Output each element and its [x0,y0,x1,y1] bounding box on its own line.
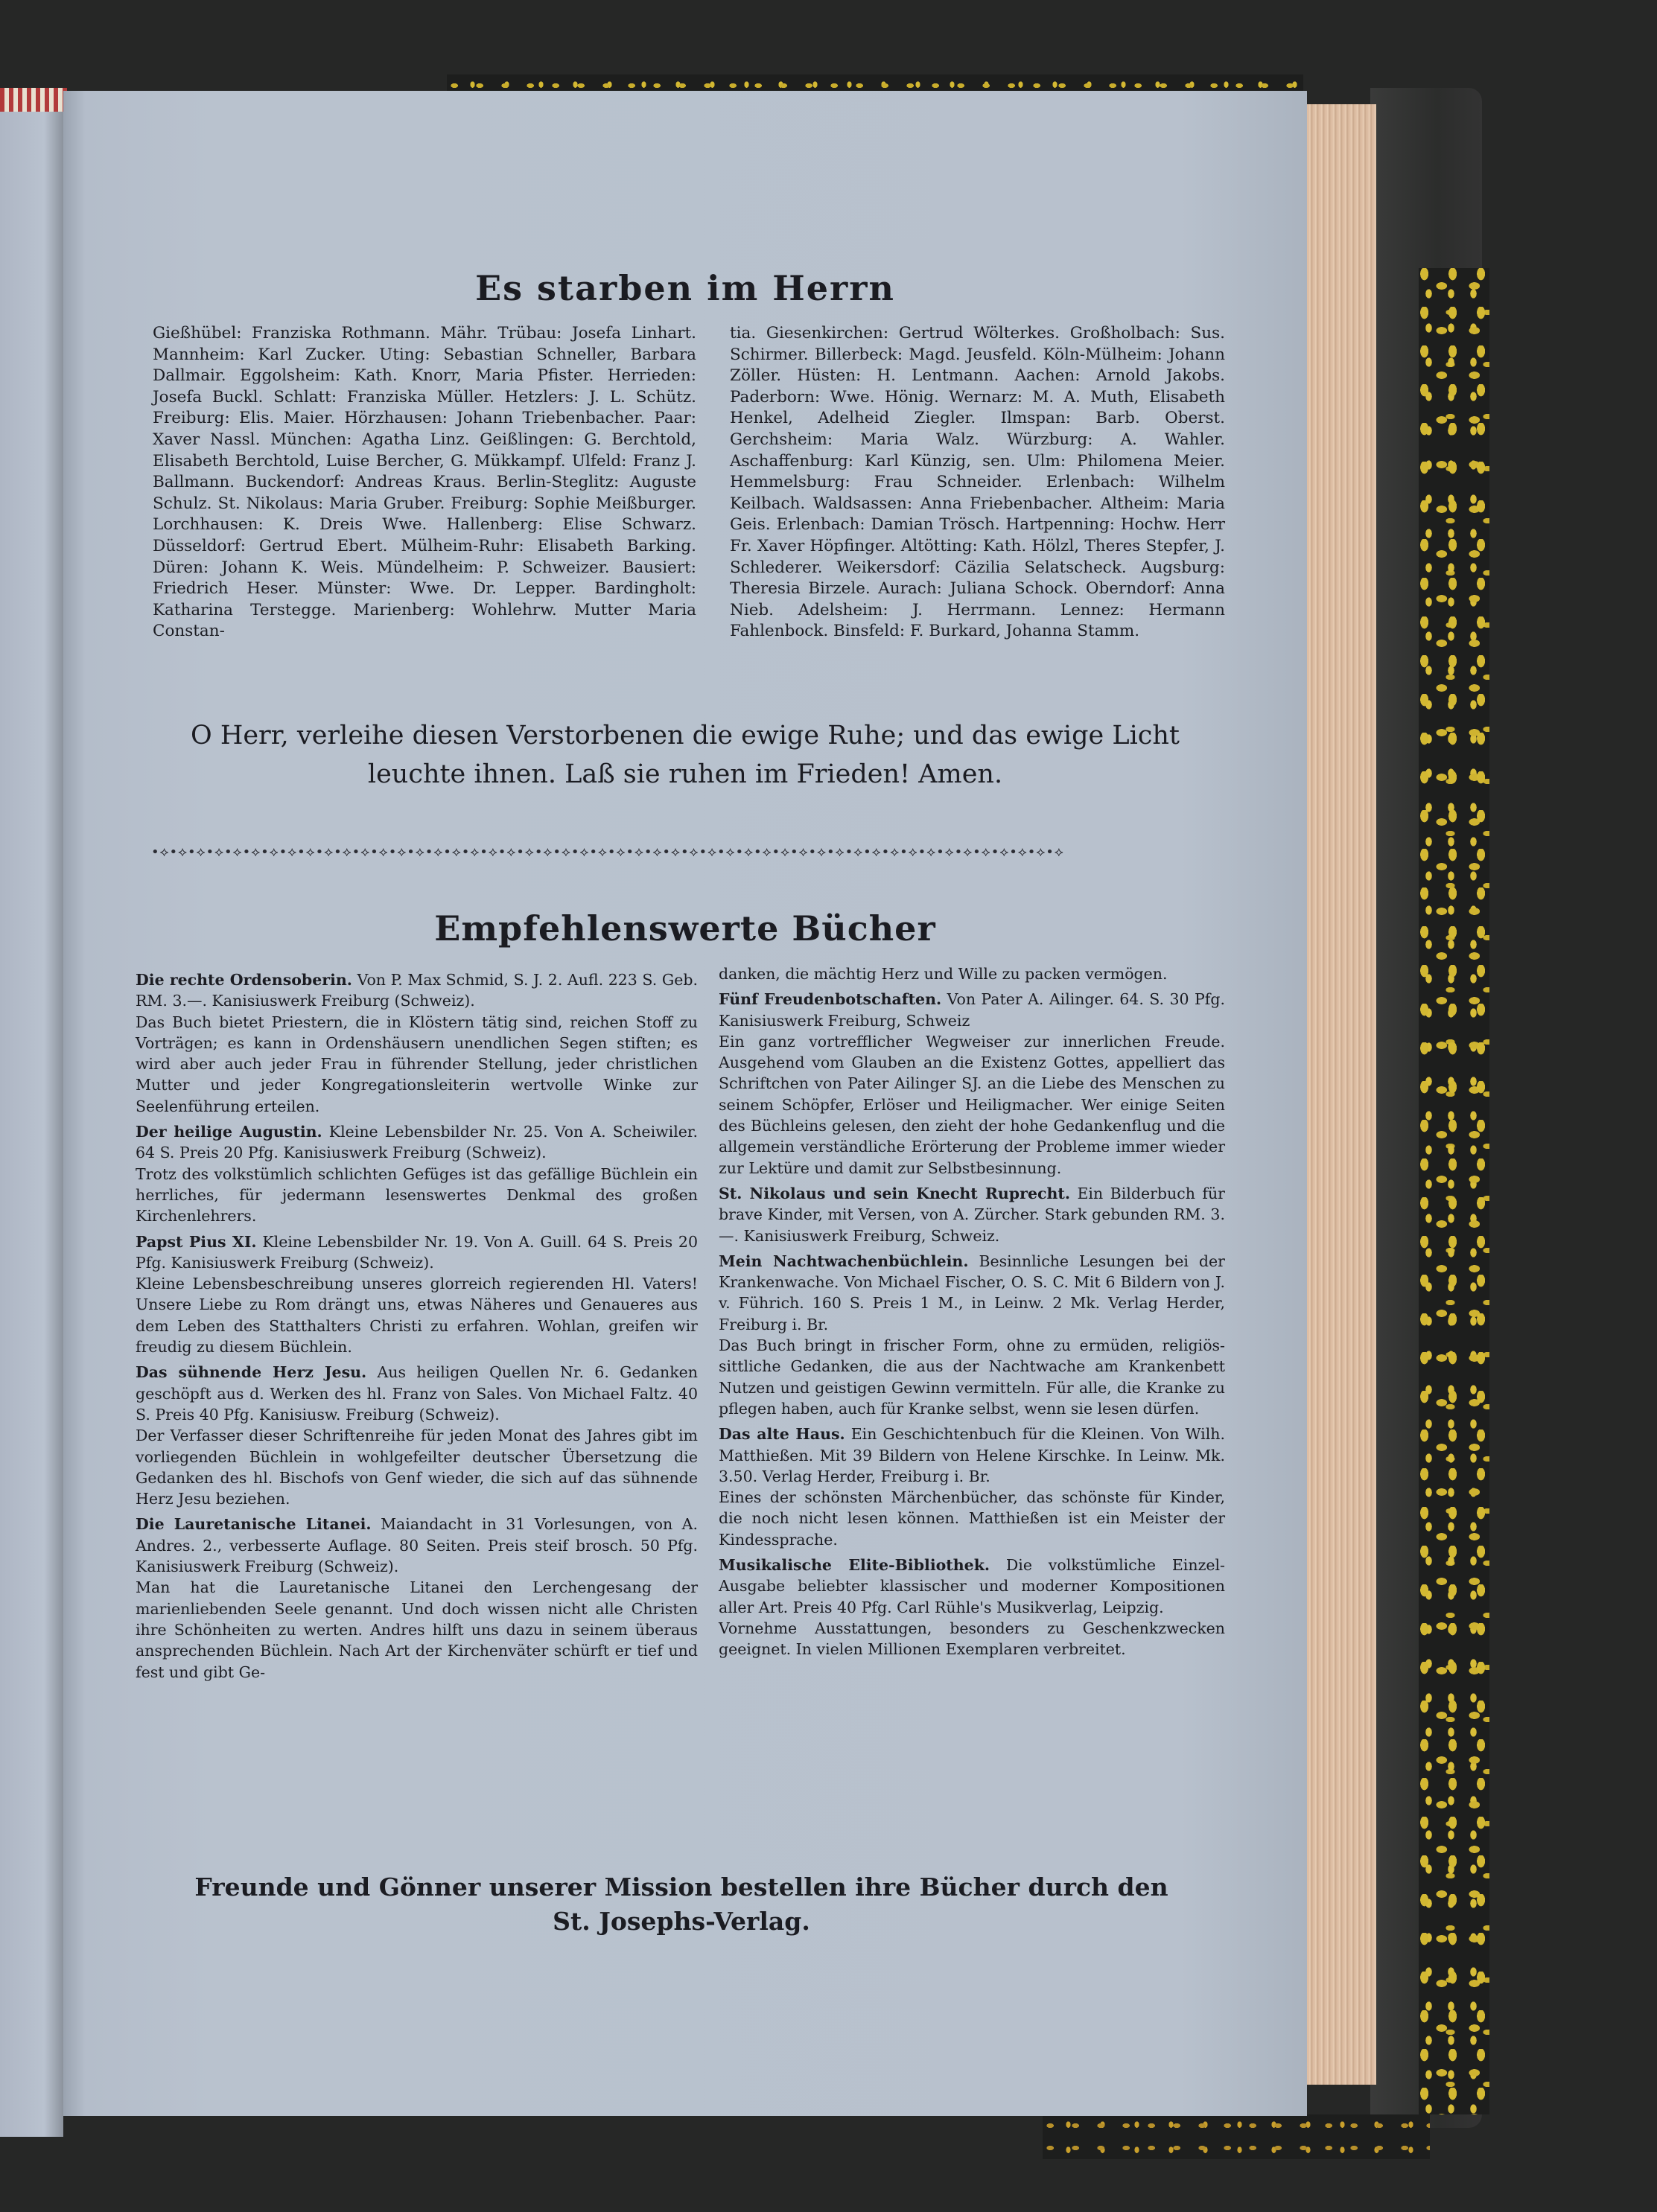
book-title: St. Nikolaus und sein Knecht Ruprecht. [719,1184,1070,1202]
marbled-edge-bottom [1043,2114,1430,2159]
book-info: Aus heiligen Quellen Nr. 6. Gedanken geschöpft aus d. Werken des hl. Franz von Sales. Von Michael Faltz. 40 S. Preis 40 Pfg. Kanisiusw. Freiburg (Schweiz). [136,1363,698,1424]
book-entry [719,1251,1225,1419]
book-entry [719,1183,1225,1246]
books-column-right [719,963,1225,1665]
book-entry [136,1231,698,1358]
book-title: Fünf Freudenbotschaften. [719,990,942,1009]
book-info: Ein Geschichtenbuch für die Kleinen. Von Wilh. Matthießen. Mit 39 Bildern von Helene Kirschke. In Leinw. Mk. 3.50. Verlag Herder, Freiburg i. Br. [719,1425,1225,1485]
book-description: Trotz des volkstümlich schlichten Gefüges ist das gefällige Büchlein ein herrliches, für jedermann lesenswertes Denkmal des großen Kirchenlehrers. [136,1164,698,1225]
obituary-title: Es starben im Herrn [475,268,895,308]
book-title: Die rechte Ordensoberin. [136,971,352,989]
footer-notice: Freunde und Gönner unserer Mission bestellen ihre Bücher durch den St. Josephs-Verlag. [194,1872,1168,1936]
book-info: Von Pater A. Ailinger. 64. S. 30 Pfg. Kanisiuswerk Freiburg, Schweiz [719,990,1225,1030]
left-page [0,112,63,2137]
book-description: Man hat die Lauretanische Litanei den Lerchengesang der marienliebenden Seele genannt. Und doch wissen nicht alle Christen ihre Schönheiten zu werten. Andres hilft uns dazu in seinem überaus ansprechenden Büchlein. Nach Art der Kirchenväter schürft er tief und fest und gibt Ge- [136,1578,698,1681]
obituary-column-left: Gießhübel: Franziska Rothmann. Mähr. Trübau: Josefa Linhart. Mannheim: Karl Zucker. Uting: Sebastian Schneller, Barbara Dallmair. Eggolsheim: Kath. Knorr, Maria Pfister. Herrieden: Josefa Buckl. Schlatt: Franziska Müller. Hetzlers: J. L. Schütz. Freiburg: Elis. Maier. Hörzhausen: Johann Triebenbacher. Paar: Xaver Nassl. München: Agatha Linz. Geißlingen: G. Berchtold, Elisabeth Berchtold, Luise Bercher, G. Mükkampf. Ulfeld: Franz J. Ballmann. Buckendorf: Andreas Kraus. Berlin-Steglitz: Auguste Schulz. St. Nikolaus: Maria Gruber. Freiburg: Sophie Meißburger. Lorchhausen: K. Dreis Wwe. Hallenberg: Elise Schwarz. Düsseldorf: Gertrud Ebert. Mülheim-Ruhr: Elisabeth Barking. Düren: Johann K. Weis. Mündelheim: P. Schweizer. Bausiert: Friedrich Heser. Münster: Wwe. Dr. Lepper. Bardingholt: Katharina Terstegge. Marienberg: Wohlehrw. Mutter Maria Constan- [153,324,696,641]
book-info: Die volkstümliche Einzel-Ausgabe beliebter klassischer und moderner Kompositionen aller Art. Preis 40 Pfg. Carl Rühle's Musikverlag, Leipzig. [719,1556,1225,1616]
marbled-edge [1419,268,1489,2114]
book-info: Kleine Lebensbilder Nr. 19. Von A. Guill. 64 S. Preis 20 Pfg. Kanisiuswerk Freiburg (Schweiz). [136,1232,698,1272]
books-title: Empfehlenswerte Bücher [434,908,936,949]
book-title: Der heilige Augustin. [136,1123,322,1141]
book-entry [719,1555,1225,1660]
book-entry [719,989,1225,1179]
book-description: Der Verfasser dieser Schriftenreihe für jeden Monat des Jahres gibt im vorliegenden Büchlein in wohlgefeilter deutscher Übersetzung die Gedanken des hl. Bischofs von Genf wieder, die sich auf das sühnende Herz Jesu beziehen. [136,1427,698,1508]
book-description: Das Buch bietet Priestern, die in Klöstern tätig sind, reichen Stoff zu Vorträgen; es kann in Ordenshäusern unendlichen Segen stiften; es wird aber auch jeder Frau in führender Stellung, jeder christlichen Mutter und jeder Kongregationsleiterin wertvolle Winke zur Seelenführung erteilen. [136,1013,698,1115]
book-title: Das alte Haus. [719,1425,845,1444]
obituary-column-right: tia. Giesenkirchen: Gertrud Wölterkes. Großholbach: Sus. Schirmer. Billerbeck: Magd. Jeusfeld. Köln-Mülheim: Johann Zöller. Hüsten: H. Lentmann. Aachen: Arnold Jakobs. Paderborn: Wwe. Hönig. Wernarz: M. A. Muth, Elisabeth Henkel, Adelheid Ziegler. Ilmspan: Barb. Oberst. Gerchsheim: Maria Walz. Würzburg: A. Wahler. Aschaffenburg: Karl Künzig, sen. Ulm: Philomena Meier. Hemmelsburg: Frau Schneider. Erlenbach: Wilhelm Keilbach. Waldsassen: Anna Friebenbacher. Altheim: Maria Geis. Erlenbach: Damian Trösch. Hartpenning: Hochw. Herr Fr. Xaver Höpfinger. Altötting: Kath. Hölzl, Theres Stepfer, J. Schlederer. Weikersdorf: Cäzilia Selatscheck. Augsburg: Theresia Birzele. Aurach: Juliana Schock. Oberndorf: Anna Nieb. Adelsheim: J. Herrmann. Lennez: Hermann Fahlenbock. Binsfeld: F. Burkard, Johanna Stamm. [730,324,1225,641]
ornamental-divider: •⟡•⟡•⟡•⟡•⟡•⟡•⟡•⟡•⟡•⟡•⟡•⟡•⟡•⟡•⟡•⟡•⟡•⟡•⟡•⟡•⟡•⟡•⟡•⟡•⟡•⟡•⟡•⟡•⟡•⟡•⟡•⟡•⟡•⟡•⟡•⟡•⟡•⟡•⟡•⟡•⟡•⟡•⟡•⟡•⟡•⟡•⟡•⟡•⟡•⟡ [151,844,1064,860]
book-entry [136,1362,698,1509]
book-entry [719,1424,1225,1550]
book-description: Vornehme Ausstattungen, besonders zu Geschenkzwecken geeignet. In vielen Millionen Exemplaren verbreitet. [719,1619,1225,1659]
book-description: Ein ganz vortrefflicher Wegweiser zur innerlichen Freude. Ausgehend vom Glauben an die Existenz Gottes, appelliert das Schriftchen von Pater Ailinger SJ. an die Liebe des Menschen zu seinem Schöpfer, Erlöser und Heiligmacher. Wer einige Seiten des Büchleins gelesen, den zieht der hohe Gedankenflug und die allgemein verständliche Erörterung der Probleme immer wieder zur Lektüre und damit zur Selbstbesinnung. [719,1032,1225,1177]
book-title: Die Lauretanische Litanei. [136,1515,372,1534]
book-entry-continued [719,963,1225,984]
book-title: Musikalische Elite-Bibliothek. [719,1556,990,1575]
left-binding [0,88,67,112]
book-entry [136,1514,698,1682]
book-description: danken, die mächtig Herz und Wille zu packen vermögen. [719,965,1168,983]
book-title: Das sühnende Herz Jesu. [136,1363,367,1382]
book-title: Mein Nachtwachenbüchlein. [719,1252,969,1270]
book-info: Maiandacht in 31 Vorlesungen, von A. Andres. 2., verbesserte Auflage. 80 Seiten. Preis steif brosch. 50 Pfg. Kanisiuswerk Freiburg (Schweiz). [136,1515,698,1576]
book-info: Kleine Lebensbilder Nr. 25. Von A. Scheiwiler. 64 S. Preis 20 Pfg. Kanisiuswerk Freiburg (Schweiz). [136,1123,698,1162]
book-description: Das Buch bringt in frischer Form, ohne zu ermüden, religiös-sittliche Gedanken, die aus der Nachtwache am Krankenbett Nutzen und geistigen Gewinn vermitteln. Für alle, die Kranke zu pflegen haben, auch für Kranke selbst, wenn sie lesen dürfen. [719,1336,1225,1418]
page-edges [1302,104,1376,2085]
prayer: O Herr, verleihe diesen Verstorbenen die ewige Ruhe; und das ewige Licht leuchte ihnen. Laß sie ruhen im Frieden! Amen. [191,721,1180,789]
book-entry [136,969,698,1117]
books-column-left [136,969,698,1687]
book-page [63,91,1307,2116]
book-info: Ein Bilderbuch für brave Kinder, mit Versen, von A. Zürcher. Stark gebunden RM. 3.—. Kanisiuswerk Freiburg, Schweiz. [719,1184,1225,1245]
book-description: Eines der schönsten Märchenbücher, das schönste für Kinder, die noch nicht lesen können. Matthießen ist ein Meister der Kindessprache. [719,1488,1225,1549]
book-title: Papst Pius XI. [136,1232,257,1251]
book-entry [136,1121,698,1226]
book-info: Von P. Max Schmid, S. J. 2. Aufl. 223 S. Geb. RM. 3.—. Kanisiuswerk Freiburg (Schweiz). [136,971,698,1010]
book-description: Kleine Lebensbeschreibung unseres glorreich regierenden Hl. Vaters! Unsere Liebe zu Rom drängt uns, etwas Näheres und Genaueres aus dem Leben des Statthalters Christi zu erfahren. Wohlan, greifen wir freudig zu diesem Büchlein. [136,1275,698,1357]
book-info: Besinnliche Lesungen bei der Krankenwache. Von Michael Fischer, O. S. C. Mit 6 Bildern von J. v. Führich. 160 S. Preis 1 M., in Leinw. 2 Mk. Verlag Herder, Freiburg i. Br. [719,1252,1225,1333]
